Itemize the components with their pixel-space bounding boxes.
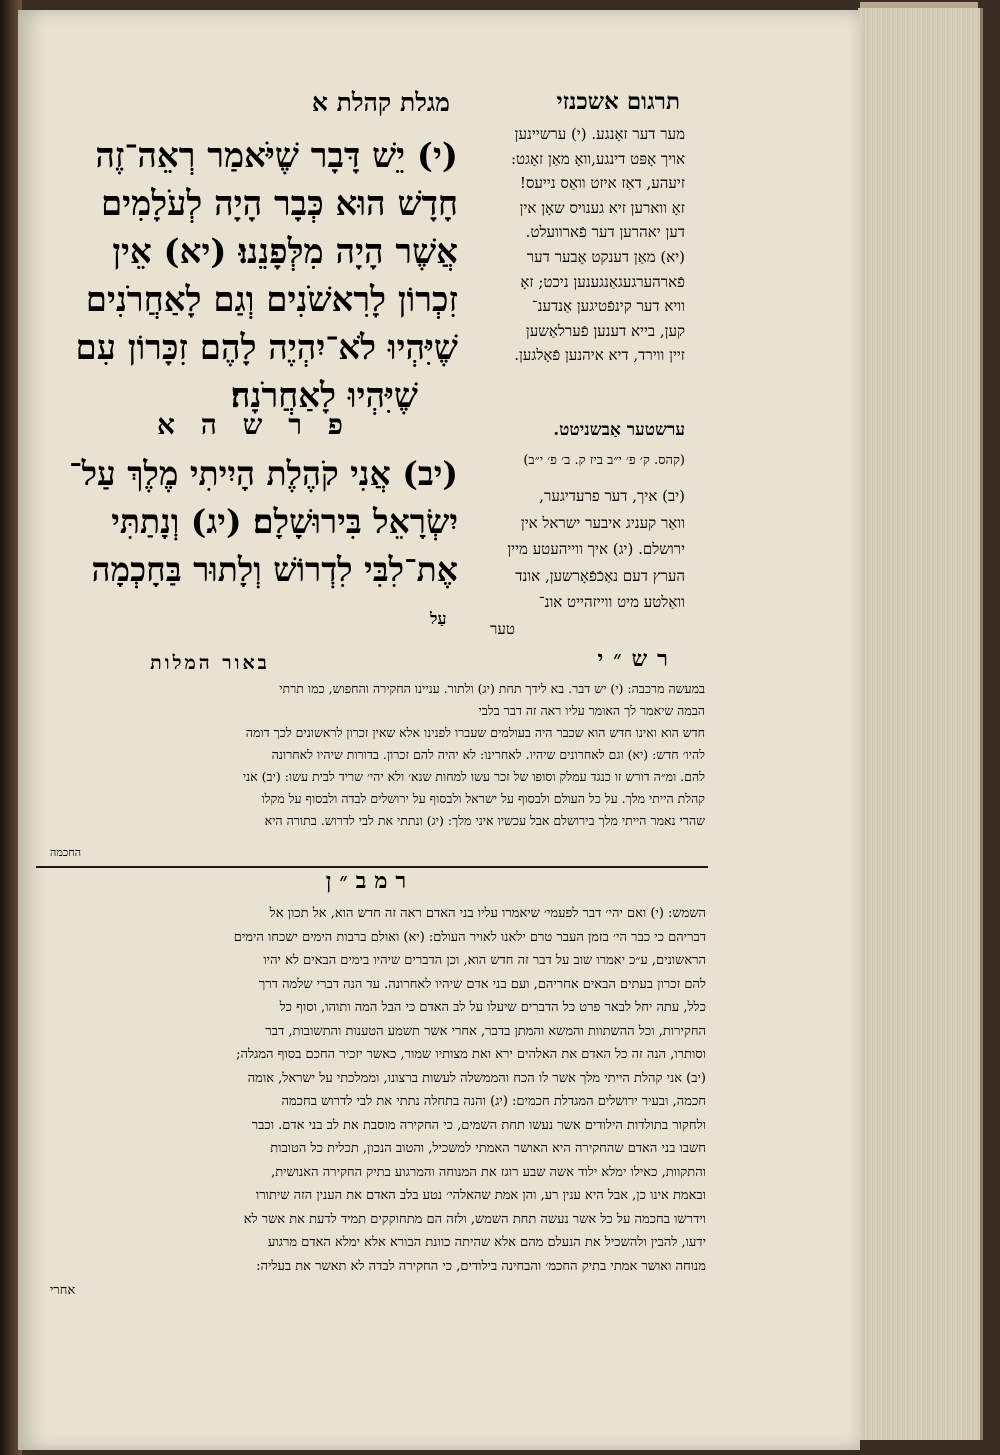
targum-line: (יב) איך, דער פרעדיגער, (539, 487, 685, 505)
main-text-line: אֲשֶׁר הָיָה מִלְּפָנֵנוּ׃ (יא) אֵין (112, 232, 458, 272)
targum-catchword: טער (490, 620, 515, 638)
ramban-line: וסותרו, הנה זה כל האדם את האלהים ירא ואת מצותיו שמור, כאשר יזכיר החכם בסוף המגלה; (236, 1047, 706, 1062)
ramban-line: דבריהם כי כבר הי׳ בזמן העבר טרם ילאנו לאויר העולם: (יא) ואולם ברבות הימים ישכחו הימים (233, 929, 706, 945)
targum-line: קען, בייא דענען פֿערלאַשען (525, 321, 685, 340)
targum-line: פֿארהערגעגאַנגענען ניכט; זאָ (520, 272, 685, 291)
ramban-line: (יב) אני קהלת הייתי מלך אשר לו הכח והממשלה לעשות ברצונו, וממלכתי על ישראל, אומה (247, 1070, 706, 1086)
ramban-line: ולחקור בתולדות הילודים אשר נעשו תחת השמים, כי החקירה מוסבת את לב בני אדם. וכבר (251, 1117, 706, 1133)
rashi-line: הבמה שיאמר לך האומר עליו ראה זה דבר בלבי (478, 703, 705, 718)
rashi-line: במעשה מרכבה: (י) יש דבר. בא לידך תחת (יג) ולתור. עניינו החקירה והחפוש, כמו תרתי (279, 681, 705, 696)
ramban-commentary (44, 902, 706, 1278)
page-stack-edge (858, 8, 983, 1440)
targum-line: זיעהע, דאַז איזט וואַס נייעס! (519, 174, 685, 193)
ramban-line: ובאמת אינו כן, אבל היא ענין רע, והן אמת שהאלהי׳ נטע בלב האדם את הענין הזה שיתורו (255, 1188, 706, 1203)
main-text-line: אֶת־לִבִּי לִדְרוֹשׁ וְלָתוּר בַּחָכְמָה (91, 550, 458, 589)
rashi-header: רש״י (597, 646, 678, 672)
rashi-catchword: החכמה (50, 846, 82, 859)
targum-header: תרגום אשכנזי (556, 88, 680, 115)
ramban-line: כלל, עתה יחל לבאר פרט כל הדברים שיעלו על לב האדם כי הבל המה ותוהו, וסוף כל (279, 1000, 706, 1015)
main-text-line: שֶׁיִּהְיוּ לָאַחֲרֹנָה׃ (230, 376, 418, 416)
ramban-line: השמש: (י) ואם יהי׳ דבר לפעמי׳ שיאמרו עליו בני האדם ראה זה חדש הוא, אל תכון אל (269, 906, 706, 921)
ramban-line: ידעו, להבין ולהשכיל את הנעלם מהם אלא שהיתה כוונת הבורא אלא ימלא האדם מרגוע (268, 1235, 706, 1250)
ramban-line: להם זכרון בעתים הבאים אחריהם, ועם בני אדם שיהיו לאחרונה. עד הנה דברי שלמה דרך (258, 976, 706, 992)
ramban-line: מנוחה ואושר אמתי בתיק החכמ׳ והבחינה בילודים, כי החקירה לבדה לא תאשר את בעליה: (256, 1258, 706, 1274)
rashi-line: חדש הוא ואינו חדש הוא שכבר היה בעולמים שעברו לפנינו אלא שאין זכרון לראשונים לכך דומה (245, 725, 705, 740)
main-text-line: (יב) אֲנִי קֹהֶלֶת הָיִיתִי מֶלֶךְ עַל־ (68, 454, 458, 493)
targum-column-2 (470, 483, 685, 616)
book-title-header: מגלת קהלת א (311, 88, 450, 117)
parsha-title: פ ר ש ה א (157, 408, 351, 441)
rashi-line: להיו׳ חדש: (יא) וגם לאחרונים שיהיו. לאחרינו: לא יהיה להם זכרון. בדורות שיהיו לאחרונה (271, 747, 705, 762)
ramban-line: החקירות, וכל ההשתוות והמשא והמתן בדבר, אחרי אשר תשמע הטענות והתשובות, דבר (265, 1023, 706, 1039)
targum-line: אויך אָפּט דינגע,וואָ מאַן זאָגט: (510, 149, 685, 168)
main-text-line: זִכְרוֹן לָרִאשֹׁנִים וְגַם לָאַחֲרֹנִים (85, 280, 458, 320)
biur-header: באור המלות (150, 652, 270, 674)
section-title: ערשטער אַבשניטט. (553, 420, 685, 440)
section-reference: (קהס. ק׳ פ׳ י״ב ביז ק. ב׳ פ׳ י״ב) (523, 453, 685, 468)
rashi-line: להם. ומ״ה דורש זו כנגד עמלק וסופו של זכר עשו למחות שנא׳ ולא יהי׳ שריד לבית עשו: (יב) אני (242, 769, 705, 784)
ramban-header: רמב״ן (325, 868, 415, 894)
rashi-line: קהלת הייתי מלך. על כל העולם ולבסוף על ישראל ולבסוף על ירושלים לבדה ולבסוף על מקלו (261, 791, 705, 806)
ramban-line: והתקוות, כאילו ימלא ילוד אשה שבע רוגז את המנוחה והמרגוע בתיק החקירה האנושית, (271, 1164, 706, 1180)
main-text-line: שֶׁיִּהְיוּ לֹא־יִהְיֶה לָהֶם זִכָּרוֹן עִם (75, 328, 458, 368)
main-text-line: יִשְׂרָאֵל בִּירוּשָׁלָם׃ (יג) וְנָתַתִּי (111, 502, 458, 541)
main-catchword: עַל (430, 609, 447, 628)
targum-line: וויא דער קינפֿטיגען אַנדענ־ (531, 297, 685, 316)
main-text-line: חָדָשׁ הוּא כְּבָר הָיָה לְעֹלָמִים (100, 184, 458, 224)
targum-line: הערץ דעם נאַכֿפֿאָרשען, אונד (515, 566, 685, 585)
targum-column (470, 122, 685, 368)
targum-line: ירושלם. (יג) איך ווייהעטע מיין (507, 540, 685, 558)
ramban-line: וידרשו בחכמה על כל אשר נעשה תחת השמש, ולזה הם מתחוקקים תמיד לדעת את אשר לא (243, 1211, 706, 1227)
targum-line: זיין ווירד, דיא איהנען פֿאָלגען. (514, 346, 685, 365)
main-text-block (50, 132, 458, 420)
targum-line: מער דער זאָנגע. (י) ערשיינען (514, 125, 685, 143)
main-text-line: (י) יֵשׁ דָּבָר שֶׁיֹּאמַר רְאֵה־זֶה (95, 136, 458, 176)
ramban-line: חשבו בני האדם שהחקירה היא האושר האמתי למשכיל, והטוב הנכון, תכלית כל הטובות (270, 1141, 706, 1156)
targum-line: (יא) מאַן דענקט אָבער דער (526, 247, 685, 266)
targum-line: זאָ ווארען זיא גענויס שאָן אין (519, 198, 685, 217)
targum-line: וואַר קעניג איבער ישראל אין (520, 513, 685, 532)
ramban-catchword: אחרי (50, 1283, 76, 1298)
main-text-block-2 (50, 450, 458, 594)
rashi-commentary (50, 678, 705, 832)
targum-line: וואַלטע מיט ווייזהייט אונ־ (538, 593, 685, 611)
rashi-line: שהרי נאמר הייתי מלך בירושלם אבל עכשיו איני מלך: (יג) ונתתי את לבי לדרוש. בתורה היא (264, 813, 705, 828)
ramban-line: חכמה, ובעיר ירושלים המגדלת חכמים: (יג) והנה בתחלה נתתי את לבי לדרוש בחכמה (281, 1094, 706, 1109)
targum-line: דען יאהרען דער פֿארוועלט. (525, 223, 685, 242)
ramban-line: הראשונים, ע״כ יאמרו שוב על דבר זה חדש הוא, וכן הדברים שיהיו בימים הבאים לא יהיו (263, 953, 706, 968)
